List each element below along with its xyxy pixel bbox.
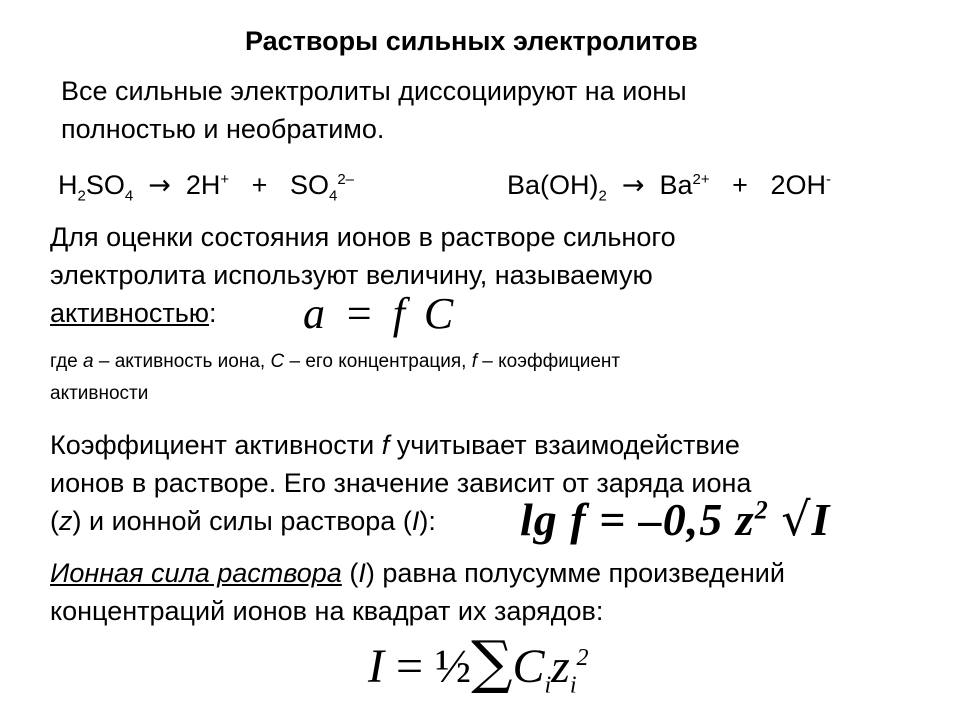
arrow-icon: →: [148, 170, 171, 201]
activity-paragraph: [50, 218, 910, 332]
sulfuric-acid-equation: $H_2SO_4 \to 2H^+$ + $SO_4^{2-}$: [58, 170, 354, 205]
coefficient-line-1: Коэффициент активности f учитывает взаимодействие: [50, 430, 740, 460]
square-root-icon: √: [781, 492, 812, 546]
coefficient-line-3: (z) и ионной силы раствора (I):: [50, 506, 436, 536]
barium-hydroxide-equation: $Ba(OH)_2 \to Ba^{2+}$ + 2OH-: [507, 170, 831, 205]
ionic-strength-line-2: концентраций ионов на квадрат их зарядов:: [50, 596, 604, 626]
definition-line-1: где а – активность иона, С – его концентрация, f – коэффициент: [50, 351, 621, 372]
ionic-strength-paragraph: [50, 554, 930, 630]
ionic-strength-formula: $I = \frac{1}{2}\sum C_iz_i^2$: [368, 628, 589, 699]
activity-line-2: электролита используют величину, называемую: [50, 260, 653, 290]
summation-icon: ∑: [471, 628, 513, 696]
page-title: Растворы сильных электролитов: [245, 26, 698, 56]
activity-term: активностью: [50, 298, 210, 328]
ionic-strength-term: Ионная сила раствора: [50, 558, 342, 588]
intro-paragraph: [61, 72, 921, 148]
coefficient-line-2: ионов в растворе. Его значение зависит от заряда иона: [50, 468, 752, 498]
ionic-strength-line-1: Ионная сила раствора (I) равна полусумме произведений: [50, 558, 785, 588]
definition-paragraph: [50, 346, 930, 410]
arrow-icon: →: [621, 170, 645, 201]
activity-line-3: активностью:: [50, 298, 217, 328]
debye-huckel-formula: lg f = –0,5 $z^2$ √I: [520, 492, 831, 546]
definition-line-2: активности: [50, 383, 149, 404]
intro-line-1: Все сильные электролиты диссоциируют на ионы: [61, 76, 687, 106]
activity-line-1: Для оценки состояния ионов в растворе сильного: [50, 222, 676, 252]
intro-line-2: полностью и необратимо.: [61, 114, 385, 144]
activity-formula: a = f C: [303, 289, 458, 338]
